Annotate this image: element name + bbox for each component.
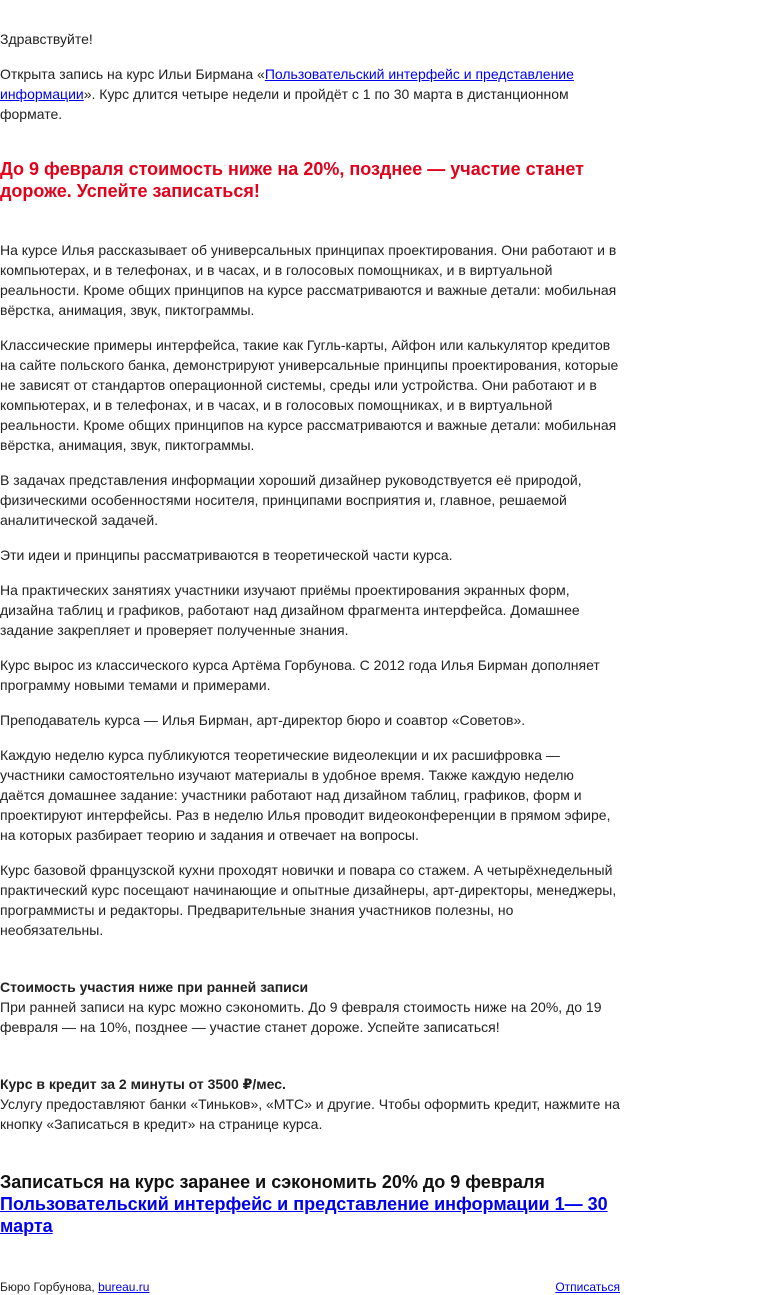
footer (0, 1279, 620, 1295)
body-paragraph: Классические примеры интерфейса, такие как Гугль-карты, Айфон или калькулятор кредитов на сайте польского банка, демонстрируют универсальные принципы проектирования, которые не зависят от стандартов операционной системы, среды или устройства. Они работают и в компьютерах, и в телефонах, и в часах, и в голосовых помощниках, и в виртуальной реальности. Кроме общих принципов на курсе рассматриваются и важные детали: мобильная вёрстка, анимация, звук, пиктограммы. (0, 337, 619, 453)
credit-section (0, 1074, 620, 1134)
footer-org (0, 1279, 149, 1295)
early-bird-heading: Стоимость участия ниже при ранней записи (0, 979, 309, 995)
unsubscribe-link[interactable]: Отписаться (555, 1280, 620, 1294)
body-paragraph: Курс вырос из классического курса Артёма Горбунова. С 2012 года Илья Бирман дополняет программу новыми темами и примерами. (0, 657, 600, 693)
intro-prefix: Открыта запись на курс Ильи Бирмана « (0, 66, 265, 82)
body-paragraph: Преподаватель курса — Илья Бирман, арт-директор бюро и соавтор «Советов». (0, 712, 526, 728)
promo-headline: До 9 февраля стоимость ниже на 20%, позднее — участие станет дороже. Успейте записаться! (0, 159, 584, 201)
early-bird-section (0, 977, 620, 1037)
body-paragraph: На практических занятиях участники изучают приёмы проектирования экранных форм, дизайна таблиц и графиков, работают над дизайном фрагмента интерфейса. Домашнее задание закрепляет и проверяет полученные знания. (0, 582, 580, 638)
course-link[interactable]: Пользовательский интерфейс и представление информации (0, 66, 574, 102)
body-paragraph: Эти идеи и принципы рассматриваются в теоретической части курса. (0, 547, 453, 563)
credit-heading: Курс в кредит за 2 минуты от 3500 ₽/мес. (0, 1076, 286, 1092)
body-paragraph: Каждую неделю курса публикуются теоретические видеолекции и их расшифровка — участники самостоятельно изучают материалы в удобное время. Также каждую неделю даётся домашнее задание: участники работают над дизайном таблиц, графиков, форм и проектируют интерфейсы. Раз в неделю Илья проводит видеоконференции в прямом эфире, на которых разбирает теорию и задания и отвечает на вопросы. (0, 747, 611, 843)
footer-site-link[interactable]: bureau.ru (98, 1280, 150, 1294)
cta-course-link[interactable]: Пользовательский интерфейс и представление информации 1— 30 марта (0, 1194, 608, 1236)
body-paragraph: Курс базовой французской кухни проходят новички и повара со стажем. А четырёхнедельный практический курс посещают начинающие и опытные дизайнеры, арт-директоры, менеджеры, программисты и редакторы. Предварительные знания участников полезны, но необязательны. (0, 862, 617, 938)
credit-text: Услугу предоставляют банки «Тиньков», «МТС» и другие. Чтобы оформить кредит, нажмите на кнопку «Записаться в кредит» на странице курса. (0, 1096, 620, 1132)
intro-suffix: ». Курс длится четыре недели и пройдёт с 1 по 30 марта в дистанционном формате. (0, 86, 569, 122)
early-bird-text: При ранней записи на курс можно сэкономить. До 9 февраля стоимость ниже на 20%, до 19 февраля — на 10%, позднее — участие станет дороже. Успейте записаться! (0, 999, 602, 1035)
body-paragraph: В задачах представления информации хороший дизайнер руководствуется её природой, физическими особенностями носителя, принципами восприятия и, главное, решаемой аналитической задачей. (0, 472, 582, 528)
cta-block (0, 1171, 620, 1237)
intro-paragraph (0, 64, 620, 124)
body-paragraph: На курсе Илья рассказывает об универсальных принципах проектирования. Они работают и в компьютерах, и в телефонах, и в часах, и в голосовых помощниках, и в виртуальной реальности. Кроме общих принципов на курсе рассматриваются и важные детали: мобильная вёрстка, анимация, звук, пиктограммы. (0, 242, 617, 318)
footer-org-name: Бюро Горбунова, (0, 1280, 95, 1294)
greeting: Здравствуйте! (0, 31, 93, 47)
cta-text: Записаться на курс заранее и сэкономить 20% до 9 февраля (0, 1172, 545, 1192)
